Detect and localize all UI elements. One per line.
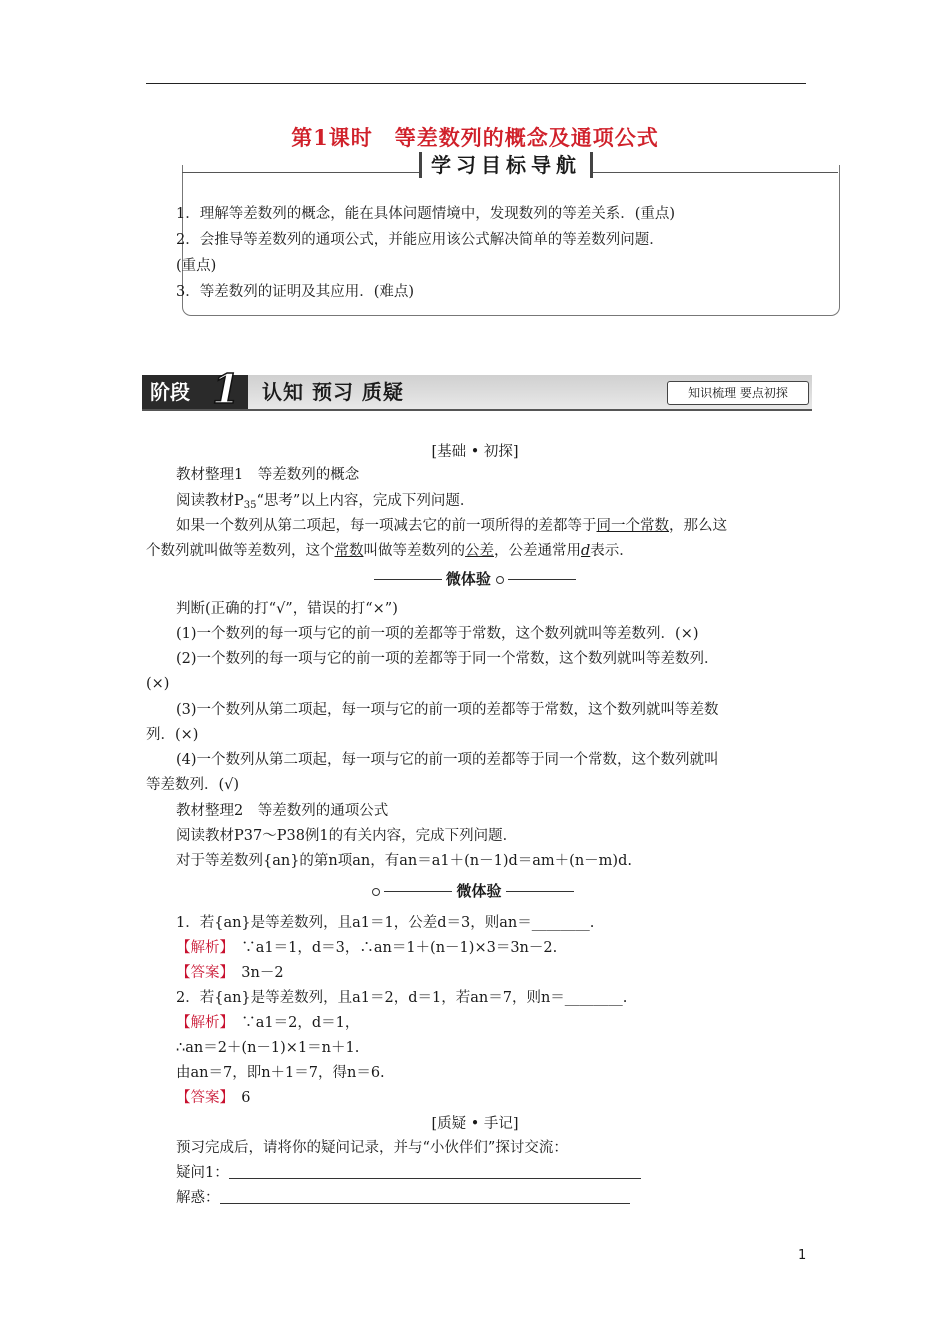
stage-tag: 知识梳理 要点初探 [667,381,809,405]
exercise-2: 2．若{an}是等差数列，且a1＝2，d＝1，若an＝7，则n＝________. [176,990,628,1006]
stage-number: 1 [212,366,240,413]
lesson-title: 第1课时 等差数列的概念及通项公式 [291,125,659,150]
material-1-title: 教材整理1 等差数列的概念 [176,467,360,483]
divider-left [374,579,442,580]
analysis-tag: 【解析】 [176,940,227,956]
analysis-tag: 【解析】 [176,1015,227,1031]
resolution-label: 解惑： [176,1190,220,1206]
micro-label: 微体验 [456,882,502,900]
def-blank-1: 同一个常数 [596,518,669,534]
question-line [176,1162,641,1184]
exercise-1-solution [176,937,557,959]
question-blank[interactable] [229,1178,641,1179]
divider-dot [372,888,380,896]
exercise-1-answer [176,962,284,984]
objective-item-2: 2．会推导等差数列的通项公式，并能应用该公式解决简单的等差数列问题． [176,232,664,248]
solution-text: ∵a1＝2，d＝1， [241,1015,360,1031]
def-text: 如果一个数列从第二项起，每一项减去它的前一项所得的差都等于 [176,518,597,534]
reading-text: 阅读教材P [176,493,244,509]
judge-q2-answer: (×) [146,676,170,692]
judge-q2: (2)一个数列的每一项与它的前一项的差都等于同一个常数，这个数列就叫等差数列． [176,651,719,667]
answer-line [176,1187,630,1209]
notes-instruction: 预习完成后，请将你的疑问记录，并与“小伙伴们”探讨交流： [176,1140,568,1156]
divider-dot [496,576,504,584]
def-text-6: 表示． [590,543,634,559]
page-subscript: 35 [243,500,257,511]
question-label: 疑问1： [176,1165,229,1181]
judge-q4: (4)一个数列从第二项起，每一项与它的前一项的差都等于同一个常数，这个数列就叫 [176,752,719,768]
exercise-2-solution-3: 由an＝7，即n＋1＝7，得n＝6. [176,1065,385,1081]
exercise-2-solution-2: ∴an＝2＋(n－1)×1＝n＋1. [176,1040,360,1056]
exercise-2-answer [176,1087,250,1109]
objective-item-1: 1．理解等差数列的概念，能在具体问题情境中，发现数列的等差关系．(重点) [176,206,676,222]
exercise-2-solution [176,1012,359,1034]
micro-label: 微体验 [445,570,491,588]
answer-tag: 【答案】 [176,965,227,981]
judge-q3-answer: 列．(×) [146,727,199,743]
answer-text: 6 [241,1090,251,1106]
material-1-reading [176,490,474,517]
def-blank-2: 常数 [334,543,364,559]
definition-line-1 [176,515,727,537]
def-text-3: 个数列就叫做等差数列，这个 [146,543,335,559]
definition-line-2 [146,540,634,562]
top-rule [146,83,806,84]
banner-left-bar [419,152,422,178]
micro-experience-2 [0,880,950,901]
objective-item-3: 3．等差数列的证明及其应用．(难点) [176,284,415,300]
def-text-4: 叫做等差数列的 [363,543,465,559]
answer-text: 3n－2 [241,965,284,981]
material-2-title: 教材整理2 等差数列的通项公式 [176,803,389,819]
divider-left [384,891,452,892]
resolution-blank[interactable] [220,1203,630,1204]
judge-q4-answer: 等差数列．(√) [146,777,240,793]
general-term-formula: 对于等差数列{an}的第n项an，有an＝a1＋(n－1)d＝am＋(n－m)d. [176,853,632,869]
def-blank-3: 公差 [465,543,494,559]
objectives-banner [419,150,593,180]
divider-right [506,891,574,892]
judge-q3: (3)一个数列从第二项起，每一项与它的前一项的差都等于常数，这个数列就叫等差数 [176,702,719,718]
page-number: 1 [798,1248,807,1263]
exercise-1: 1．若{an}是等差数列，且a1＝1，公差d＝3，则an＝________. [176,915,595,931]
def-blank-4: d [581,543,591,559]
basic-heading: [基础 • 初探] [431,444,519,460]
material-2-reading: 阅读教材P37～P38例1的有关内容，完成下列问题． [176,828,518,844]
banner-text: 学习目标导航 [431,153,581,177]
answer-tag: 【答案】 [176,1090,227,1106]
judge-intro: 判断(正确的打“√”，错误的打“×”) [176,601,398,617]
stage-title: 认知 预习 质疑 [262,380,404,404]
objective-item-2-cont: (重点) [176,258,217,274]
banner-right-bar [590,152,593,178]
divider-right [508,579,576,580]
solution-text: ∵a1＝1，d＝3，∴an＝1＋(n－1)×3＝3n－2. [241,940,558,956]
reading-text-rest: “思考”以上内容，完成下列问题． [256,493,475,509]
stage-label: 阶段 [142,375,248,409]
def-text-5: ，公差通常用 [494,543,581,559]
def-text-2: ，那么这 [669,518,727,534]
micro-experience-1 [0,568,950,589]
judge-q1: (1)一个数列的每一项与它的前一项的差都等于常数，这个数列就叫等差数列．(×) [176,626,699,642]
notes-heading: [质疑 • 手记] [431,1116,519,1132]
